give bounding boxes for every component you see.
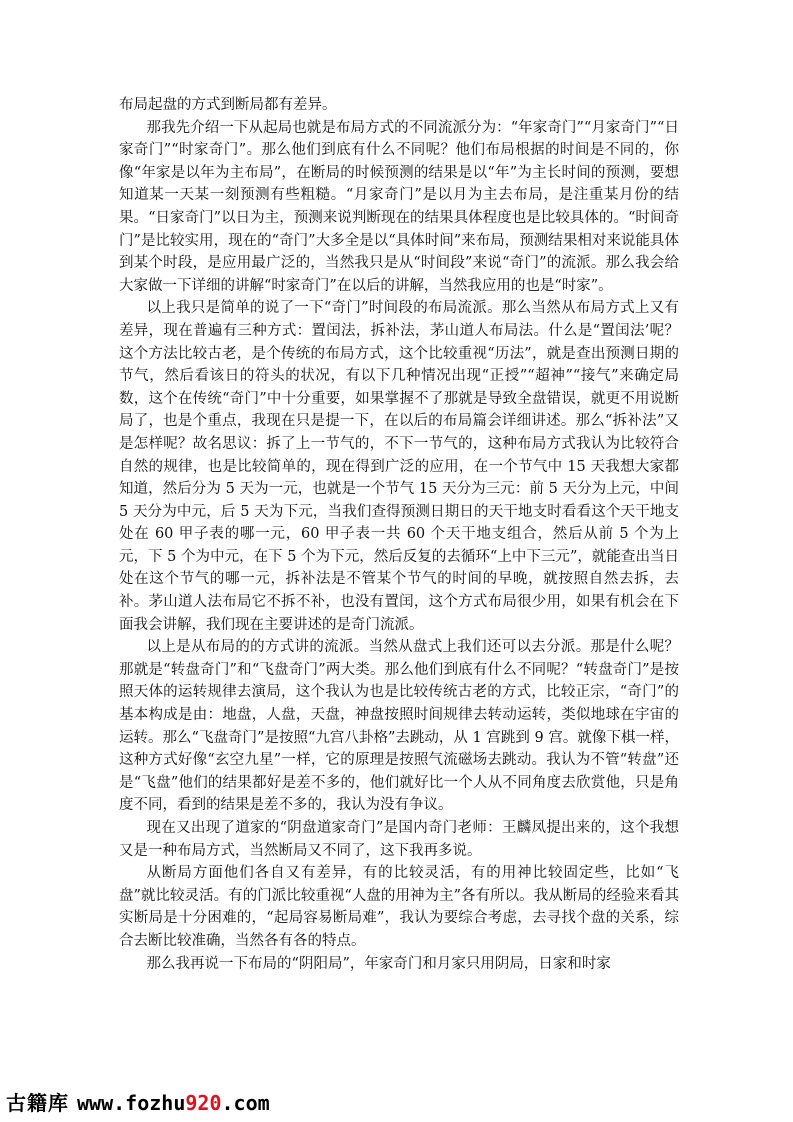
paragraph-4: 以上是从布局的的方式讲的流派。当然从盘式上我们还可以去分派。那是什么呢？那就是“转盘奇门”和“飞盘奇门”两大类。那么他们到底有什么不同呢？“转盘奇门”是按照天体的运转规律去演局，这个我认为也是比较传统古老的方式，比较正宗，“奇门”的基本构成是由：地盘，人盘，天盘，神盘按照时间规律去转动运转，类似地球在宇宙的运转。那么“飞盘奇门”是按照“九宫八卦格”去跳动，从 1 宫跳到 9 宫。就像下棋一样，这种方式好像“玄空九星”一样，它的原理是按照气流磁场去跳动。我认为不管“转盘”还是“飞盘”他们的结果都好是差不多的，他们就好比一个人从不同角度去欣赏他，只是角度不同，看到的结果是差不多的，我认为没有争议。 xyxy=(119,639,679,814)
paragraph-3: 以上我只是简单的说了一下“奇门”时间段的布局流派。那么当然从布局方式上又有差异，现在普遍有三种方式：置闰法，拆补法，茅山道人布局法。什么是“置闰法’呢？这个方法比较古老，是个传统的布局方式，这个比较重视“历法”，就是查出预测日期的节气，然后看该日的符头的状况，有以下几种情况出现“正授”“超神”“接气”来确定局数，这个在传统“奇门”中十分重要，如果掌握不了那就是导致全盘错误，就更不用说断局了，也是个重点，我现在只是提一下，在以后的布局篇会详细讲述。那么“拆补法”又是怎样呢？故名思议：拆了上一节气的，不下一节气的，这种布局方式我认为比较符合自然的规律，也是比较简单的，现在得到广泛的应用，在一个节气中 15 天我想大家都知道，然后分为 5 天为一元，也就是一个节气 15 天分为三元：前 5 天分为上元，中间 5 天分为中元，后 5 天为下元，当我们查得预测日期日的天干地支时看看这个天干地支处在 60 甲子表的哪一元，60 甲子表一共 60 个天干地支组合，然后从前 5 个为上元，下 5 个为中元，在下 5 个为下元，然后反复的去循环“上中下三元”，就能查出当日处在这个节气的哪一元，拆补法是不管某个节气的时间的早晚，就按照自然去拆，去补。茅山道人法布局它不拆不补，也没有置闰，这个方式布局很少用，如果有机会在下面我会讲解，我们现在主要讲述的是奇门流派。 xyxy=(119,300,679,633)
footer-watermark xyxy=(6,1087,270,1116)
paragraph-6: 从断局方面他们各自又有差异，有的比较灵活，有的用神比较固定些，比如“飞盘”就比较灵活。有的门派比较重视“人盘的用神为主”各有所以。我从断局的经验来看其实断局是十分困难的，“起局容易断局难”，我认为要综合考虑，去寻找个盘的关系，综合去断比较准确，当然各有各的特点。 xyxy=(119,865,679,949)
site-url[interactable] xyxy=(77,1091,270,1115)
paragraph-1: 布局起盘的方式到断局都有差异。 xyxy=(119,97,337,113)
url-part-1: www.fozhu xyxy=(77,1091,186,1115)
site-name: 古籍库 xyxy=(6,1091,69,1115)
document-body xyxy=(119,94,679,975)
paragraph-5: 现在又出现了道家的“阴盘道家奇门”是国内奇门老师：王麟凤提出来的，这个我想又是一种布局方式，当然断局又不同了，这下我再多说。 xyxy=(119,820,679,859)
url-part-3: .com xyxy=(221,1091,270,1115)
paragraph-2: 那我先介绍一下从起局也就是布局方式的不同流派分为：“年家奇门”“月家奇门”“日家奇门”“时家奇门”。那么他们到底有什么不同呢？他们布局根据的时间是不同的，你像“年家是以年为主布局”，在断局的时候预测的结果是以“年”为主长时间的预测，要想知道某一天某一刻预测有些粗糙。“月家奇门”是以月为主去布局，是注重某月份的结果。“日家奇门”以日为主，预测来说判断现在的结果具体程度也是比较具体的。“时间奇门”是比较实用，现在的“奇门”大多全是以“具体时间”来布局，预测结果相对来说能具体到某个时段，是应用最广泛的，当然我只是从“时间段”来说“奇门”的流派。那么我会给大家做一下详细的讲解“时家奇门”在以后的讲解，当然我应用的也是“时家”。 xyxy=(119,119,679,294)
paragraph-7: 那么我再说一下布局的“阴阳局”，年家奇门和月家只用阴局，日家和时家 xyxy=(146,955,611,972)
url-part-2: 920 xyxy=(185,1091,222,1115)
